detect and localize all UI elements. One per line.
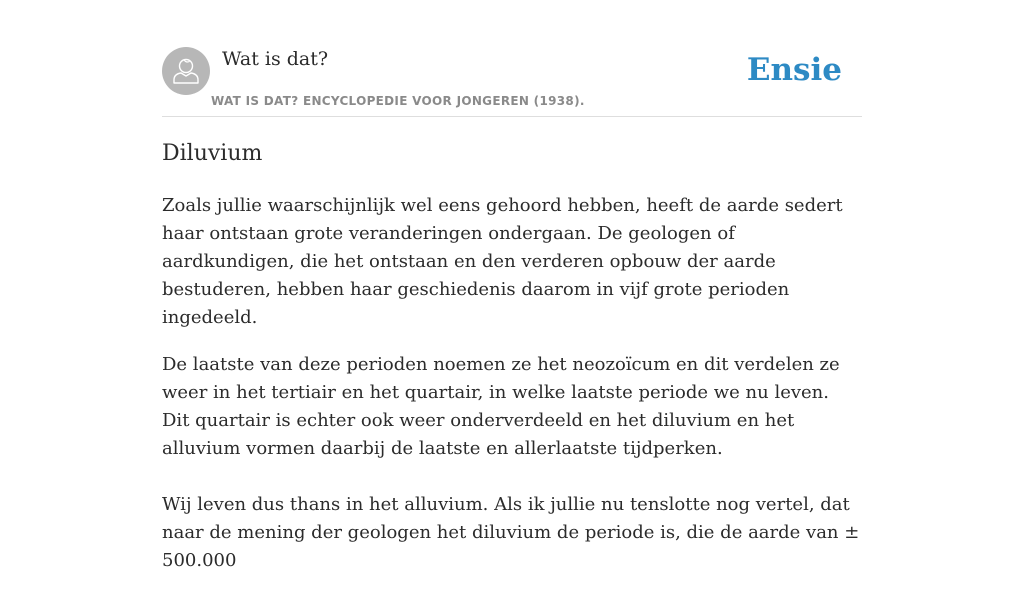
source-subtitle: WAT IS DAT? ENCYCLOPEDIE VOOR JONGEREN (1938). <box>211 94 585 108</box>
page <box>162 0 862 571</box>
source-title[interactable]: Wat is dat? <box>222 48 329 70</box>
article-title: Diluvium <box>162 141 263 166</box>
ensie-logo[interactable]: Ensie <box>746 52 842 88</box>
article-paragraph: Wij leven dus thans in het alluvium. Als ik jullie nu tenslotte nog vertel, dat naar de mening der geologen het diluvium de periode is, die de aarde van ± 500.000 <box>162 494 860 571</box>
article-paragraph: Zoals jullie waarschijnlijk wel eens gehoord hebben, heeft de aarde sedert haar ontstaan grote veranderingen ondergaan. De geologen of aardkundigen, die het ontstaan en den verderen opbouw der aarde bestuderen, hebben haar geschiedenis daarom in vijf grote perioden ingedeeld. <box>162 195 843 328</box>
source-header <box>162 0 862 117</box>
user-icon <box>162 47 210 95</box>
avatar[interactable] <box>162 47 210 95</box>
article-paragraph: De laatste van deze perioden noemen ze het neozoïcum en dit verdelen ze weer in het tertiair en het quartair, in welke laatste periode we nu leven. Dit quartair is echter ook weer onderverdeeld en het diluvium en het alluvium vormen daarbij de laatste en allerlaatste tijdperken. <box>162 354 840 459</box>
article-body <box>162 192 862 594</box>
